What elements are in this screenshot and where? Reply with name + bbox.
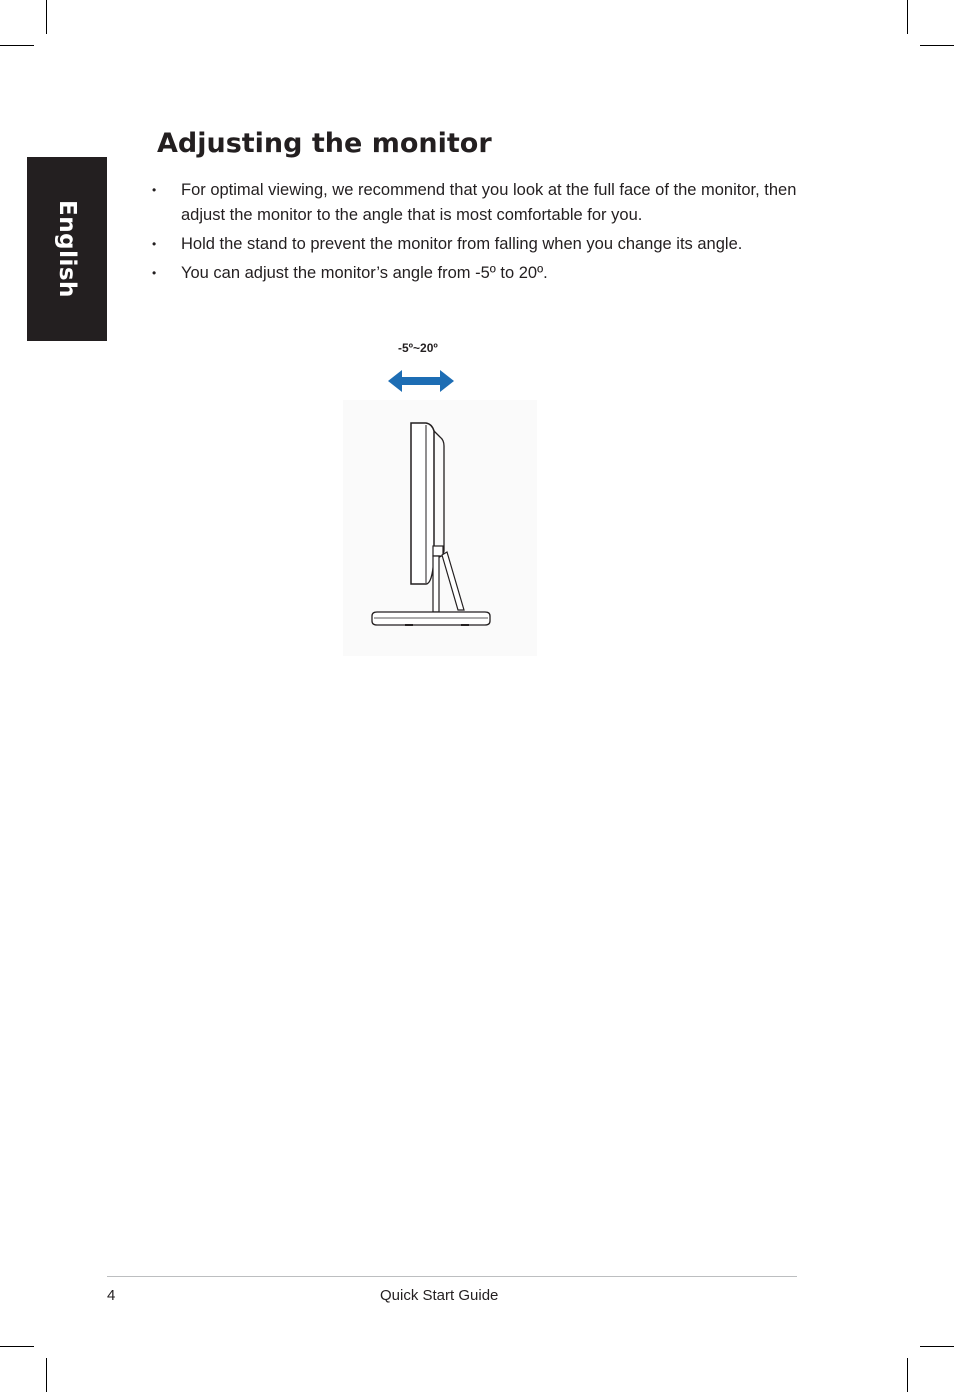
list-item-text: Hold the stand to prevent the monitor from falling when you change its angle. (181, 234, 743, 253)
footer-divider (107, 1276, 797, 1277)
list-item (146, 261, 816, 286)
crop-mark (0, 45, 34, 46)
list-item-text: You can adjust the monitor’s angle from -5º to 20º. (181, 263, 548, 282)
page-title: Adjusting the monitor (157, 128, 492, 159)
list-item (146, 232, 816, 257)
instruction-list (146, 178, 816, 290)
list-item (146, 178, 816, 227)
crop-mark (0, 1346, 34, 1347)
monitor-side-view-icon (343, 400, 537, 656)
language-tab-label: English (54, 200, 80, 298)
crop-mark (920, 45, 954, 46)
crop-mark (907, 1358, 908, 1392)
double-headed-arrow-icon (387, 368, 455, 394)
crop-mark (46, 1358, 47, 1392)
crop-mark (907, 0, 908, 34)
bullet-marker: • (152, 236, 157, 251)
list-item-text: For optimal viewing, we recommend that you look at the full face of the monitor, then adjust the monitor to the angle that is most comfortable for you. (181, 181, 797, 224)
bullet-marker: • (152, 265, 157, 280)
crop-mark (920, 1346, 954, 1347)
footer-title: Quick Start Guide (380, 1287, 499, 1304)
angle-range-label: -5º~20º (398, 341, 438, 355)
bullet-marker: • (152, 183, 157, 197)
language-tab (27, 157, 107, 341)
page-number: 4 (107, 1287, 116, 1304)
crop-mark (46, 0, 47, 34)
